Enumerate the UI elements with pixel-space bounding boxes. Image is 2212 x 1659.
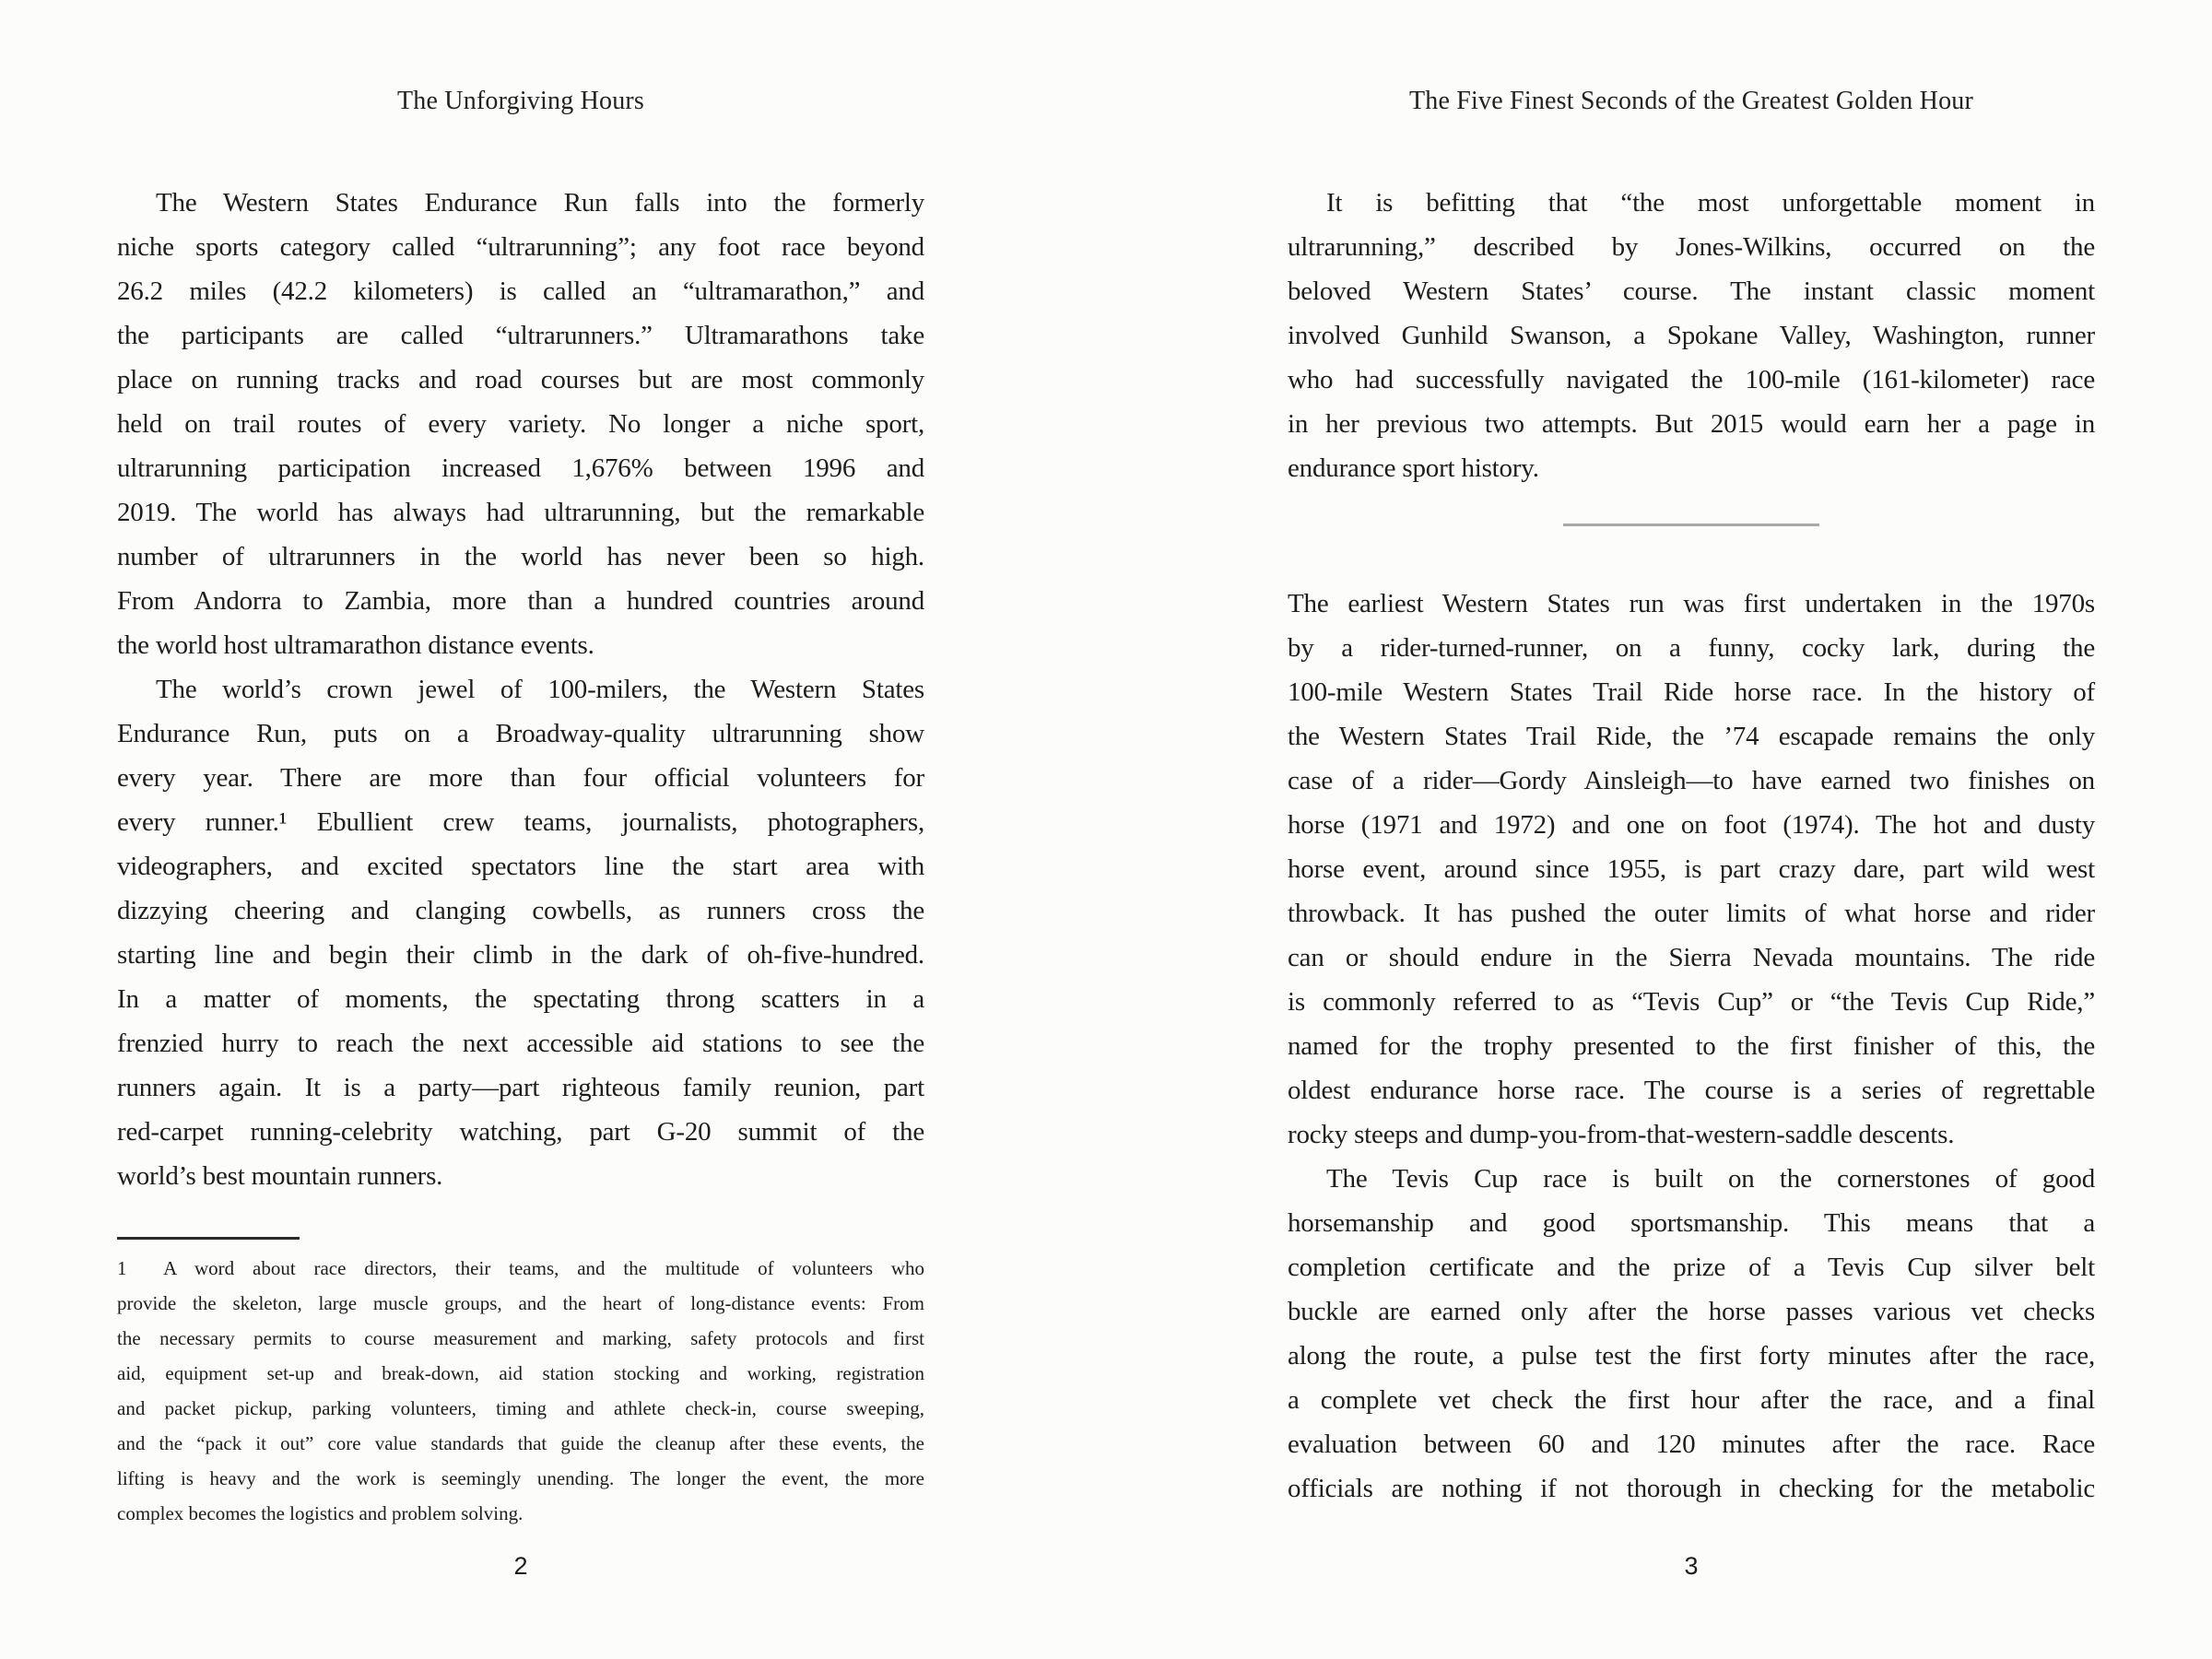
text-line: endurance sport history. xyxy=(1288,453,1539,483)
text-line: officials are nothing if not thorough in checking for the metabolic xyxy=(1288,1474,2095,1503)
text-line: The Western States Endurance Run falls into the formerly xyxy=(156,188,924,218)
text-line: complex becomes the logistics and problem solving. xyxy=(117,1502,524,1524)
page-right xyxy=(1106,0,2212,1659)
text-line: evaluation between 60 and 120 minutes after the race. Race xyxy=(1288,1430,2095,1459)
text-line: horse event, around since 1955, is part crazy dare, part wild west xyxy=(1288,854,2095,884)
text-line: rocky steeps and dump-you-from-that-western-saddle descents. xyxy=(1288,1120,1955,1149)
text-line: 100-mile Western States Trail Ride horse race. In the history of xyxy=(1288,677,2095,707)
text-line: who had successfully navigated the 100-mile (161-kilometer) race xyxy=(1288,365,2095,394)
text-line: completion certificate and the prize of a Tevis Cup silver belt xyxy=(1288,1253,2095,1282)
footnote xyxy=(117,1251,924,1531)
page-number-right: 3 xyxy=(1684,1552,1699,1580)
text-line: 1 A word about race directors, their teams, and the multitude of volunteers who xyxy=(117,1257,924,1279)
paragraph xyxy=(1288,181,2095,490)
text-line: red-carpet running-celebrity watching, part G-20 summit of the xyxy=(117,1117,924,1147)
paragraph xyxy=(1288,582,2095,1157)
footnote-rule xyxy=(117,1237,300,1240)
text-line: beloved Western States’ course. The instant classic moment xyxy=(1288,276,2095,306)
text-line: case of a rider—Gordy Ainsleigh—to have earned two finishes on xyxy=(1288,766,2095,795)
text-line: named for the trophy presented to the first finisher of this, the xyxy=(1288,1031,2095,1061)
text-line: every year. There are more than four official volunteers for xyxy=(117,763,924,793)
text-line: ultrarunning participation increased 1,676% between 1996 and xyxy=(117,453,924,483)
text-line: horse (1971 and 1972) and one on foot (1974). The hot and dusty xyxy=(1288,810,2095,840)
page-body-left xyxy=(117,181,924,1531)
text-line: in her previous two attempts. But 2015 would earn her a page in xyxy=(1288,409,2095,439)
text-line: runners again. It is a party—part righteous family reunion, part xyxy=(117,1073,924,1102)
text-line: aid, equipment set-up and break-down, aid station stocking and working, registration xyxy=(117,1362,924,1384)
text-line: is commonly referred to as “Tevis Cup” or “the Tevis Cup Ride,” xyxy=(1288,987,2095,1017)
paragraph xyxy=(1288,1157,2095,1511)
page-body-right xyxy=(1288,181,2095,1511)
text-line: Endurance Run, puts on a Broadway-quality ultrarunning show xyxy=(117,719,924,748)
text-line: provide the skeleton, large muscle groups, and the heart of long-distance events: From xyxy=(117,1292,924,1314)
text-line: lifting is heavy and the work is seemingly unending. The longer the event, the more xyxy=(117,1467,924,1489)
text-line: can or should endure in the Sierra Nevada mountains. The ride xyxy=(1288,943,2095,972)
text-line: videographers, and excited spectators line the start area with xyxy=(117,852,924,881)
text-line: held on trail routes of every variety. No longer a niche sport, xyxy=(117,409,924,439)
text-line: The world’s crown jewel of 100-milers, the Western States xyxy=(156,675,924,704)
text-line: starting line and begin their climb in the dark of oh-five-hundred. xyxy=(117,940,924,970)
text-line: the world host ultramarathon distance events. xyxy=(117,630,594,660)
text-line: involved Gunhild Swanson, a Spokane Valley, Washington, runner xyxy=(1288,321,2095,350)
text-line: ultrarunning,” described by Jones-Wilkins, occurred on the xyxy=(1288,232,2095,262)
text-line: The Tevis Cup race is built on the cornerstones of good xyxy=(1326,1164,2095,1194)
text-line: world’s best mountain runners. xyxy=(117,1161,443,1191)
text-line: by a rider-turned-runner, on a funny, cocky lark, during the xyxy=(1288,633,2095,663)
text-line: niche sports category called “ultrarunning”; any foot race beyond xyxy=(117,232,924,262)
text-line: frenzied hurry to reach the next accessible aid stations to see the xyxy=(117,1029,924,1058)
text-line: the necessary permits to course measurement and marking, safety protocols and first xyxy=(117,1327,924,1349)
text-line: number of ultrarunners in the world has never been so high. xyxy=(117,542,924,571)
text-line: throwback. It has pushed the outer limits of what horse and rider xyxy=(1288,899,2095,928)
paragraph xyxy=(117,181,924,667)
text-line: the participants are called “ultrarunners.” Ultramarathons take xyxy=(117,321,924,350)
text-line: oldest endurance horse race. The course is a series of regrettable xyxy=(1288,1076,2095,1105)
running-head-right: The Five Finest Seconds of the Greatest Golden Hour xyxy=(1408,87,1974,115)
text-line: along the route, a pulse test the first forty minutes after the race, xyxy=(1288,1341,2095,1371)
text-line: 26.2 miles (42.2 kilometers) is called an “ultramarathon,” and xyxy=(117,276,924,306)
running-head-left: The Unforgiving Hours xyxy=(396,87,645,115)
text-line: a complete vet check the first hour after the race, and a final xyxy=(1288,1385,2095,1415)
section-break-rule xyxy=(1563,524,1819,526)
text-line: and packet pickup, parking volunteers, timing and athlete check-in, course sweeping, xyxy=(117,1397,924,1419)
text-line: dizzying cheering and clanging cowbells, as runners cross the xyxy=(117,896,924,925)
text-line: every runner.¹ Ebullient crew teams, journalists, photographers, xyxy=(117,807,924,837)
text-line: the Western States Trail Ride, the ’74 escapade remains the only xyxy=(1288,722,2095,751)
text-line: It is befitting that “the most unforgettable moment in xyxy=(1326,188,2095,218)
text-line: buckle are earned only after the horse passes various vet checks xyxy=(1288,1297,2095,1326)
page-number-left: 2 xyxy=(513,1552,528,1580)
text-line: place on running tracks and road courses but are most commonly xyxy=(117,365,924,394)
text-line: In a matter of moments, the spectating throng scatters in a xyxy=(117,984,924,1014)
text-line: horsemanship and good sportsmanship. This means that a xyxy=(1288,1208,2095,1238)
paragraph xyxy=(117,667,924,1198)
text-line: The earliest Western States run was first undertaken in the 1970s xyxy=(1288,589,2095,618)
text-line: and the “pack it out” core value standards that guide the cleanup after these events, the xyxy=(117,1432,924,1454)
text-line: 2019. The world has always had ultrarunning, but the remarkable xyxy=(117,498,924,527)
text-line: From Andorra to Zambia, more than a hundred countries around xyxy=(117,586,924,616)
